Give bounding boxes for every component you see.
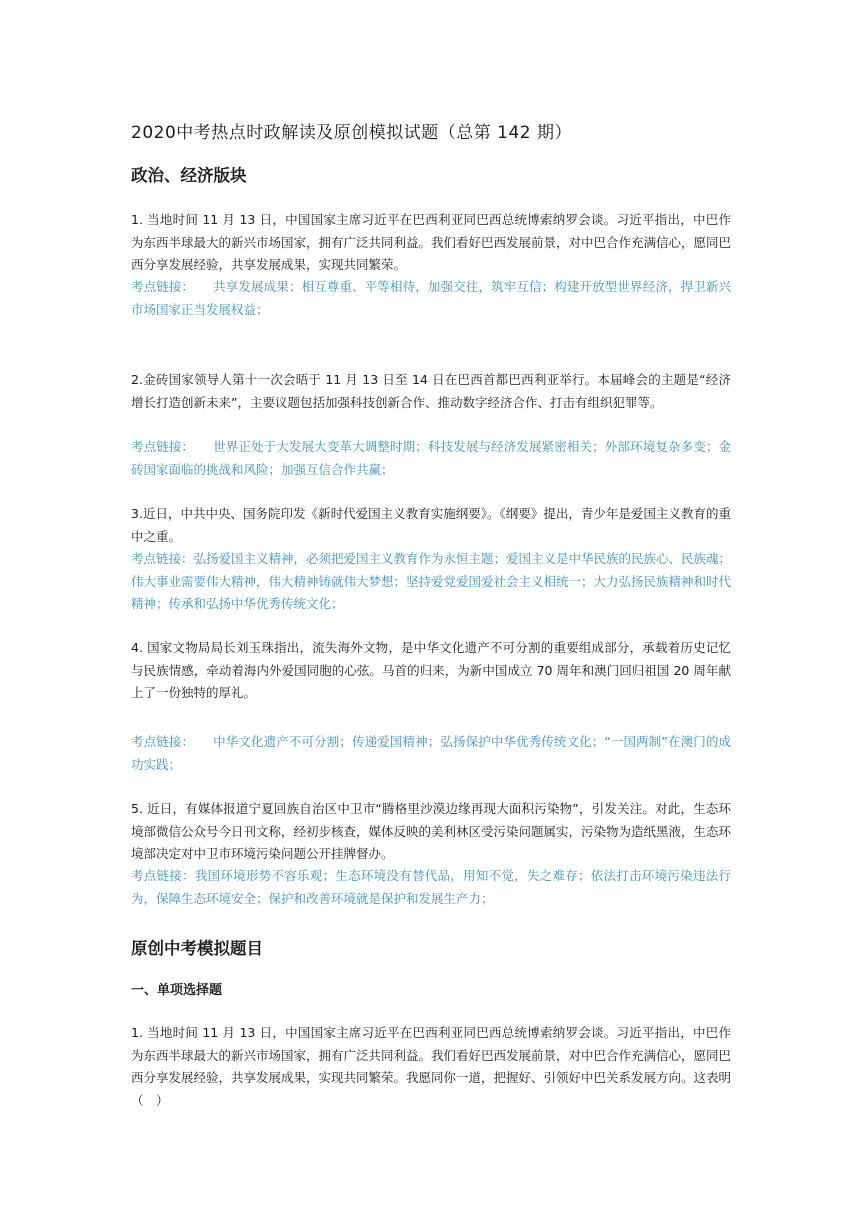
question-1: 1. 当地时间 11 月 13 日，中国国家主席习近平在巴西利亚同巴西总统博索纳罗会谈。习近平指出，中巴作为东西半球最大的新兴市场国家，拥有广泛共同利益。我们看好巴西发展前景，对中巴合作充满信心，愿同巴西分享发展经验，共享发展成果，实现共同繁荣。我愿同你一道，把握好、引领好中巴关系发展方向。这表明（ ） <box>131 1025 732 1108</box>
news-item-4: 4. 国家文物局局长刘玉珠指出，流失海外文物，是中华文化遗产不可分割的重要组成部分，承载着历史记忆与民族情感，牵动着海内外爱国同胞的心弦。马首的归来，为新中国成立 70 周年和澳门回归祖国 20 周年献上了一份独特的厚礼。 <box>131 640 731 700</box>
key-points-5: 考点链接：我国环境形势不容乐观；生态环境没有替代品，用知不觉，失之难存；依法打击环境污染违法行为，保障生态环境安全；保护和改善环境就是保护和发展生产力； <box>131 868 731 906</box>
section-heading-mock-questions: 原创中考模拟题目 <box>131 939 263 958</box>
document-title: 2020中考热点时政解读及原创模拟试题（总第 142 期） <box>131 123 573 143</box>
news-item-3: 3.近日，中共中央、国务院印发《新时代爱国主义教育实施纲要》。《纲要》提出，青少年是爱国主义教育的重中之重。 <box>131 506 731 544</box>
section-heading-politics-economy: 政治、经济版块 <box>131 166 247 185</box>
news-item-1: 1. 当地时间 11 月 13 日，中国国家主席习近平在巴西利亚同巴西总统博索纳罗会谈。习近平指出，中巴作为东西半球最大的新兴市场国家，拥有广泛共同利益。我们看好巴西发展前景，对中巴合作充满信心，愿同巴西分享发展经验，共享发展成果，实现共同繁荣。 <box>131 212 732 272</box>
subsection-heading-single-choice: 一、单项选择题 <box>131 983 223 998</box>
news-item-5: 5. 近日，有媒体报道宁夏回族自治区中卫市“腾格里沙漠边缘再现大面积污染物”，引发关注。对此，生态环境部微信公众号今日刊文称，经初步核查，媒体反映的美利林区受污染问题属实，污染物为造纸黑液，生态环境部决定对中卫市环境污染问题公开挂牌督办。 <box>131 801 732 861</box>
key-points-2: 考点链接： 世界正处于大发展大变革大调整时期；科技发展与经济发展紧密相关；外部环境复杂多变；金砖国家面临的挑战和风险；加强互信合作共赢； <box>131 439 731 477</box>
key-points-4: 考点链接： 中华文化遗产不可分割；传递爱国精神；弘扬保护中华优秀传统文化；“一国两制”在澳门的成功实践； <box>131 734 731 772</box>
news-item-2: 2.金砖国家领导人第十一次会晤于 11 月 13 日至 14 日在巴西首都巴西利亚举行。本届峰会的主题是“经济增长打造创新未来”，主要议题包括加强科技创新合作、推动数字经济合作、打击有组织犯罪等。 <box>131 372 731 410</box>
key-points-3: 考点链接：弘扬爱国主义精神，必须把爱国主义教育作为永恒主题；爱国主义是中华民族的民族心、民族魂；伟大事业需要伟大精神，伟大精神铸就伟大梦想；坚持爱党爱国爱社会主义相统一；大力弘扬民族精神和时代精神；传承和弘扬中华优秀传统文化； <box>131 551 732 611</box>
key-points-1: 考点链接： 共享发展成果；相互尊重、平等相待，加强交往，筑牢互信；构建开放型世界经济，捍卫新兴市场国家正当发展权益； <box>131 279 731 317</box>
